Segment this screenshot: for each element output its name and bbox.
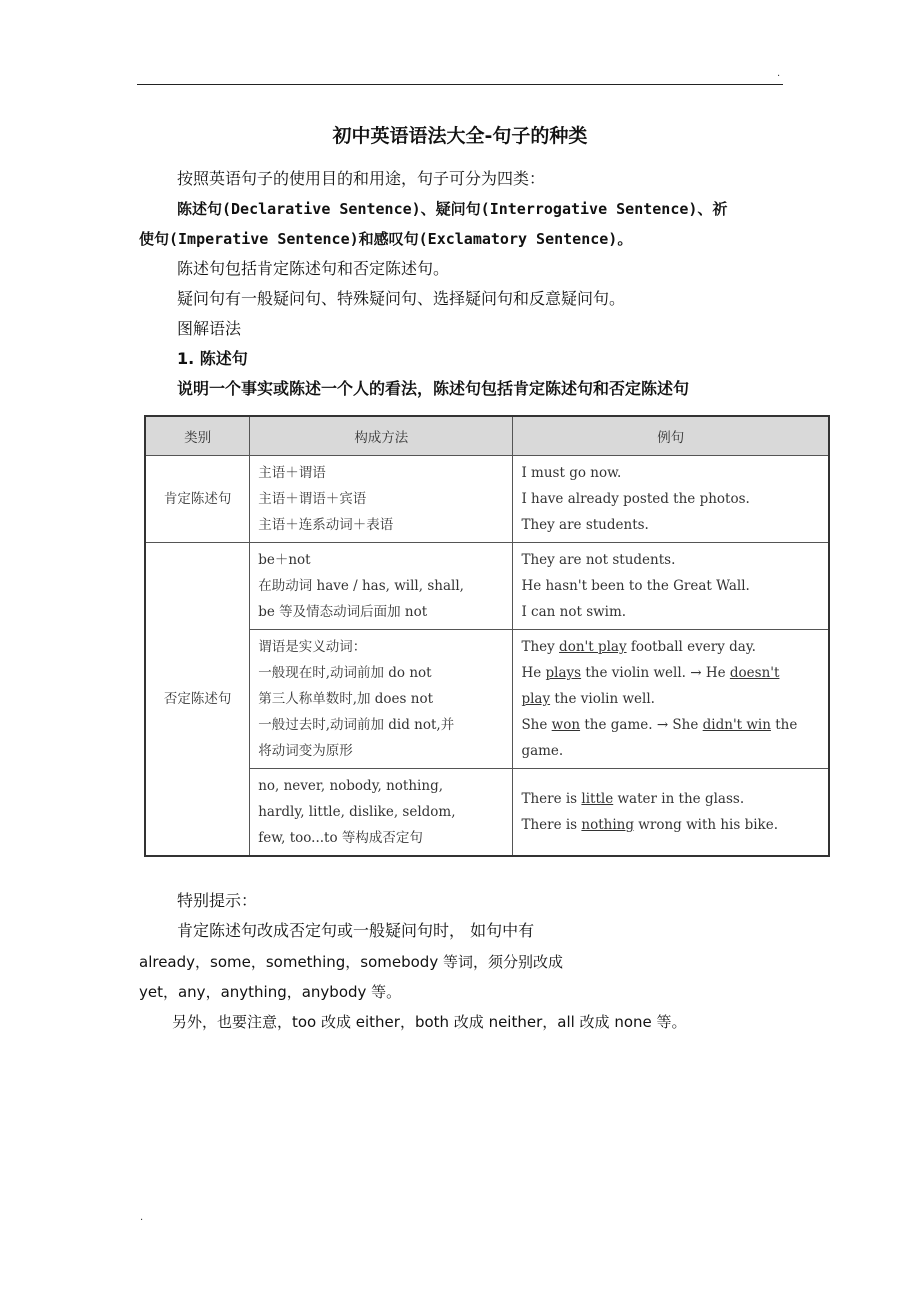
method-line: 主语＋谓语 [258, 465, 326, 481]
example-line: I must go now. [521, 465, 622, 481]
tip-line-3: yet，any，anything，anybody 等。 [139, 983, 402, 1001]
example-line: He plays the violin well. → He doesn't [521, 665, 780, 681]
footer-dot: . [140, 1212, 144, 1223]
header-rule [137, 84, 783, 85]
method-line: 主语＋连系动词＋表语 [258, 517, 394, 533]
example-line: They don't play football every day. [521, 639, 756, 655]
header-dot: . [777, 68, 781, 79]
example-line: They are not students. [521, 552, 676, 568]
method-line: hardly, little, dislike, seldom, [258, 804, 456, 820]
header-example: 例句 [513, 416, 829, 456]
table-row [145, 456, 829, 543]
method-line: 谓语是实义动词： [258, 639, 367, 655]
example-line: I have already posted the photos. [521, 491, 750, 507]
example-line: She won the game. → She didn't win the [521, 717, 798, 733]
table-header-row [145, 416, 829, 456]
method-cell [250, 543, 513, 630]
category-positive: 肯定陈述句 [145, 456, 250, 543]
section-heading: 1. 陈述句 [177, 349, 248, 368]
method-line: no, never, nobody, nothing, [258, 778, 443, 794]
example-line: There is little water in the glass. [521, 791, 745, 807]
method-line: few, too...to 等构成否定句 [258, 830, 423, 846]
tip-line-4: 另外，也要注意，too 改成 either，both 改成 neither，all 改成 none 等。 [172, 1013, 687, 1031]
grammar-table [144, 415, 830, 857]
declarative-note: 陈述句包括肯定陈述句和否定陈述句。 [177, 259, 450, 278]
method-line: 一般现在时,动词前加 do not [258, 665, 432, 681]
table-row [145, 543, 829, 630]
method-cell [250, 769, 513, 857]
sentence-types-line1: 陈述句(Declarative Sentence)、疑问句(Interrogative Sentence)、祈 [177, 200, 728, 218]
section-description: 说明一个事实或陈述一个人的看法，陈述句包括肯定陈述句和否定陈述句 [177, 379, 690, 398]
method-line: 在助动词 have / has, will, shall, [258, 578, 464, 594]
example-line: game. [521, 743, 564, 759]
method-line: be＋not [258, 552, 311, 568]
example-cell [513, 543, 829, 630]
example-cell [513, 769, 829, 857]
method-line: 一般过去时,动词前加 did not,并 [258, 717, 455, 733]
example-line: There is nothing wrong with his bike. [521, 817, 779, 833]
example-line: They are students. [521, 517, 649, 533]
header-category: 类别 [145, 416, 250, 456]
category-negative: 否定陈述句 [145, 543, 250, 857]
tip-line-2: already，some，something，somebody 等词，须分别改成 [139, 953, 563, 971]
page-title: 初中英语语法大全-句子的种类 [332, 125, 588, 147]
interrogative-note: 疑问句有一般疑问句、特殊疑问句、选择疑问句和反意疑问句。 [177, 289, 626, 308]
example-line: play the violin well. [521, 691, 655, 707]
intro-text: 按照英语句子的使用目的和用途，句子可分为四类： [177, 169, 546, 188]
method-line: be 等及情态动词后面加 not [258, 604, 428, 620]
header-method: 构成方法 [250, 416, 513, 456]
method-cell [250, 456, 513, 543]
sentence-types-line2: 使句(Imperative Sentence)和感叹句(Exclamatory Sentence)。 [139, 230, 633, 248]
example-cell [513, 456, 829, 543]
method-line: 主语＋谓语＋宾语 [258, 491, 367, 507]
diagram-label: 图解语法 [177, 319, 242, 338]
tip-line-1: 肯定陈述句改成否定句或一般疑问句时， 如句中有 [177, 921, 535, 940]
tips-label: 特别提示： [177, 891, 258, 910]
method-line: 将动词变为原形 [258, 743, 353, 759]
example-cell [513, 630, 829, 769]
example-line: I can not swim. [521, 604, 627, 620]
example-line: He hasn't been to the Great Wall. [521, 578, 750, 594]
method-cell [250, 630, 513, 769]
method-line: 第三人称单数时,加 does not [258, 691, 434, 707]
